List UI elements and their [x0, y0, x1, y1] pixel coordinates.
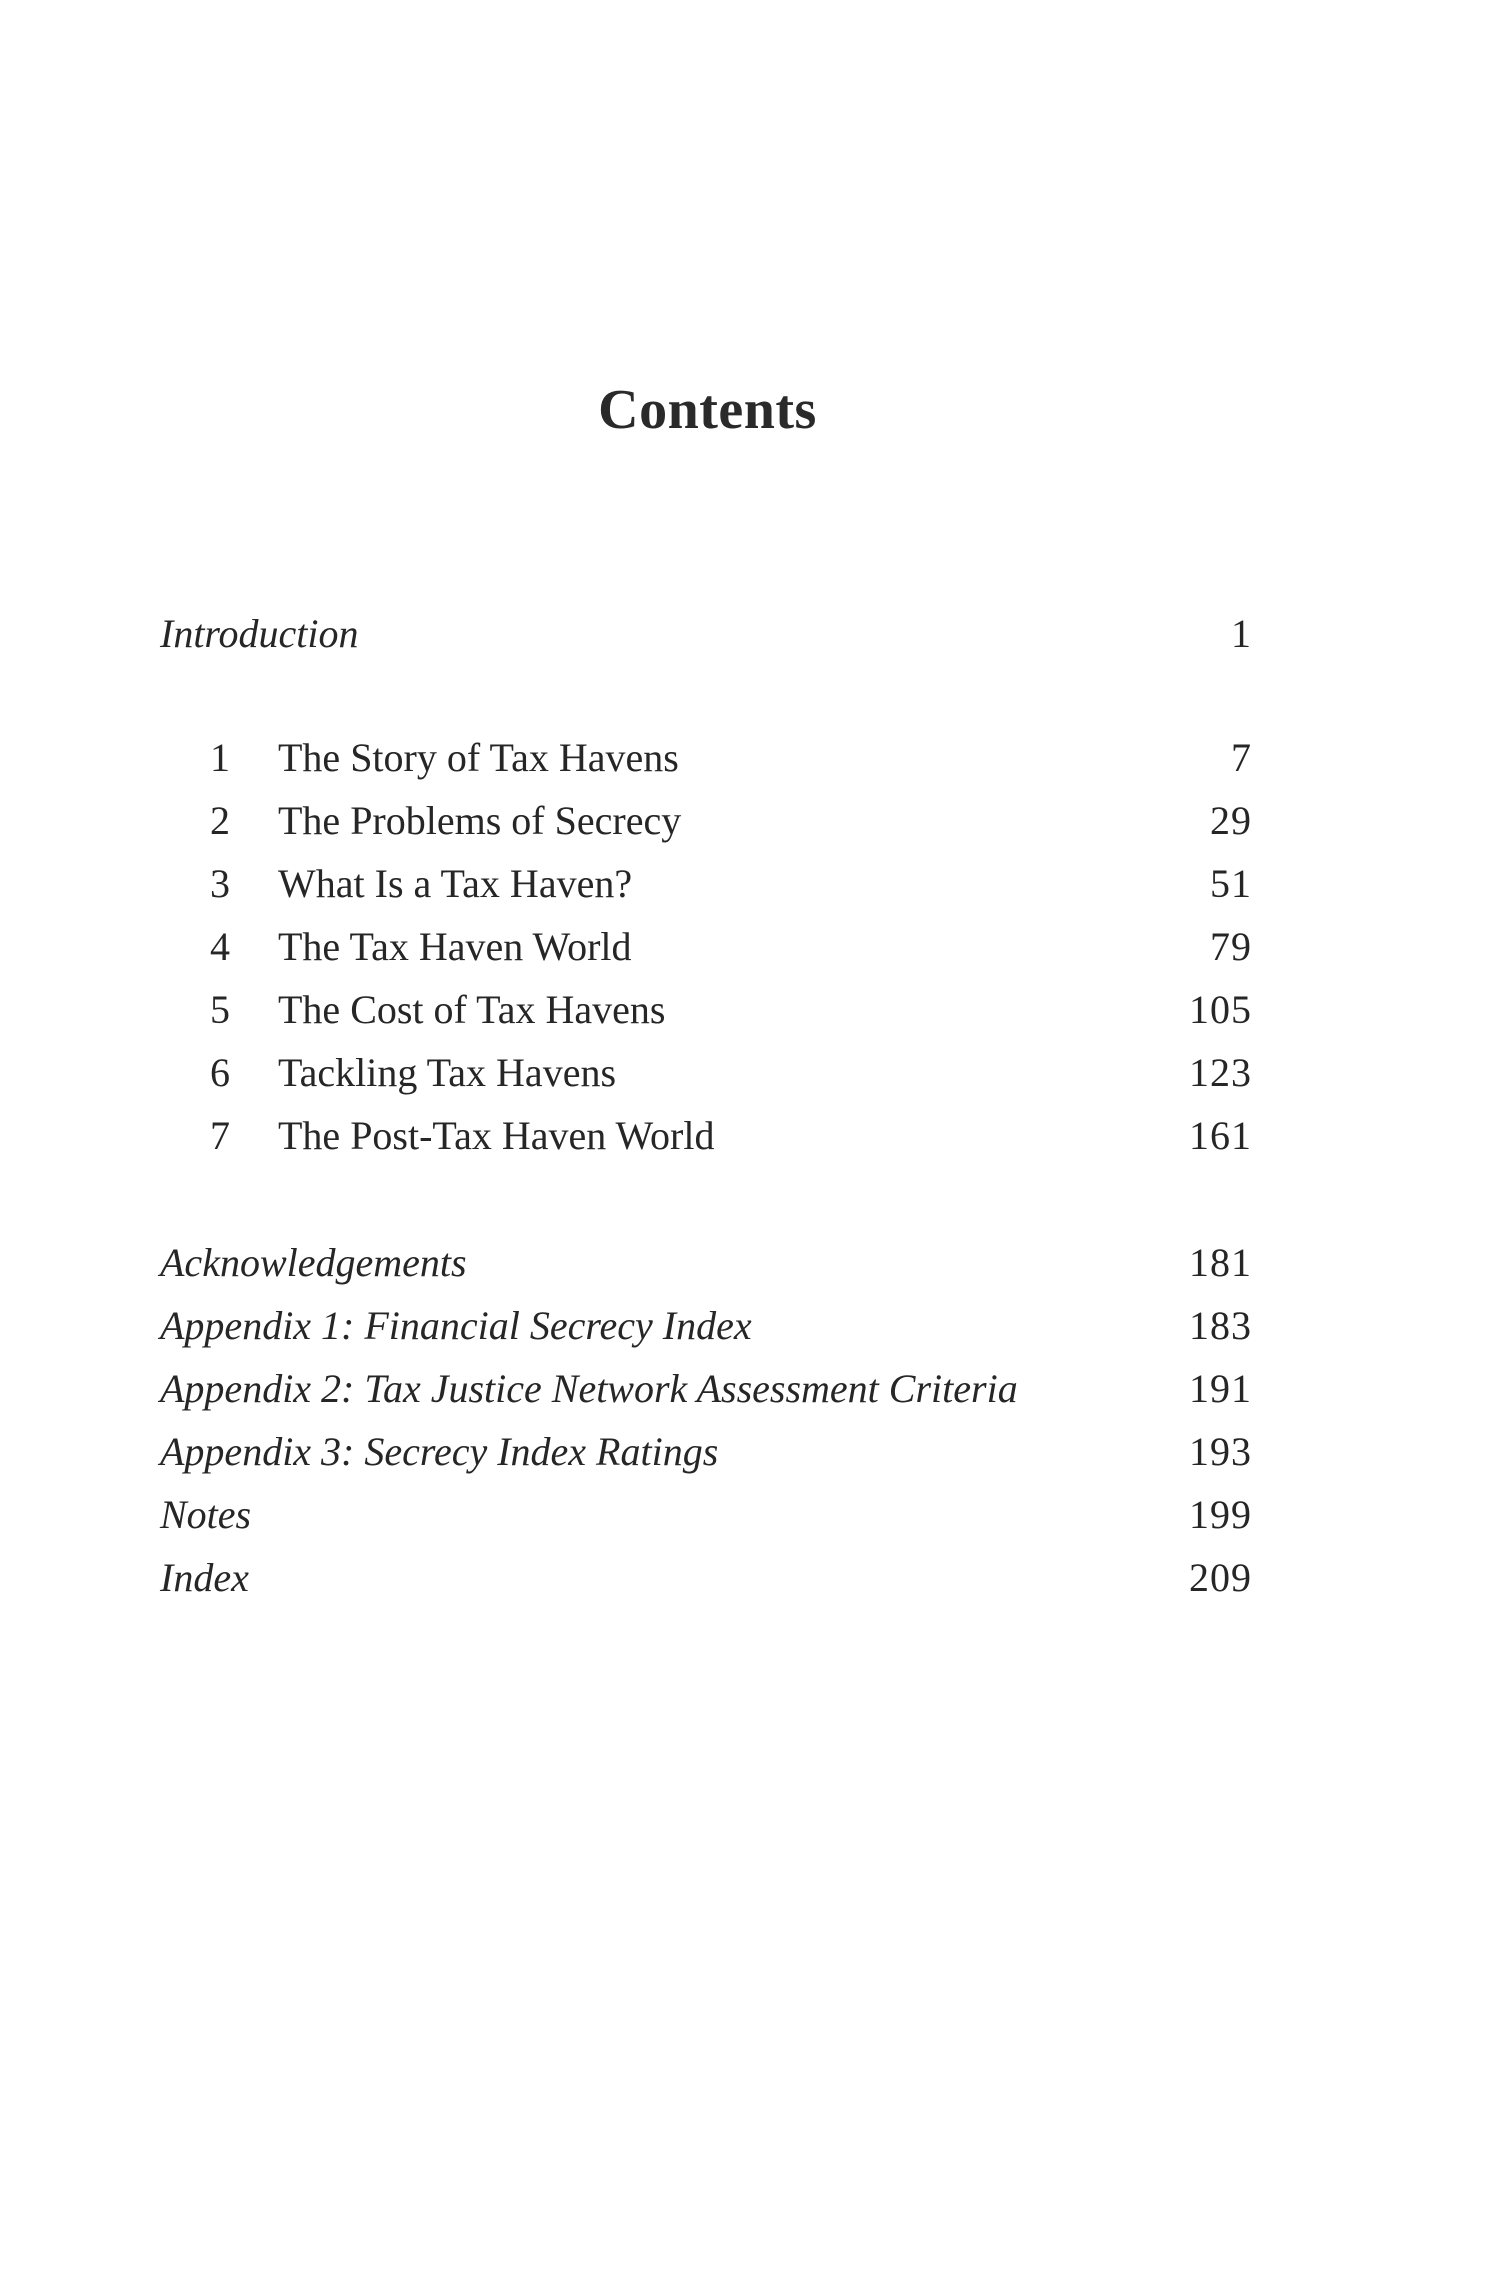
- chapter-page: 161: [1189, 1113, 1252, 1158]
- toc-entry-page: 193: [1189, 1429, 1252, 1474]
- chapter-page: 29: [1210, 798, 1252, 843]
- toc-chapter-2[interactable]: [160, 791, 1252, 851]
- toc-chapter-5[interactable]: [160, 980, 1252, 1040]
- chapter-title: Tackling Tax Havens: [278, 1050, 617, 1095]
- toc-entry-page: 1: [1231, 611, 1252, 656]
- chapter-title: What Is a Tax Haven?: [278, 861, 633, 906]
- toc-entry-label: Introduction: [160, 611, 359, 656]
- toc-entry-label: Appendix 3: Secrecy Index Ratings: [160, 1429, 719, 1474]
- chapter-title: The Story of Tax Havens: [278, 735, 679, 780]
- chapter-title: The Tax Haven World: [278, 924, 632, 969]
- chapter-number: 7: [210, 1113, 230, 1158]
- toc-entry-label: Index: [160, 1555, 249, 1600]
- toc-chapter-1[interactable]: [160, 728, 1252, 788]
- chapter-number: 5: [210, 987, 230, 1032]
- toc-entry-appendix-2[interactable]: [160, 1359, 1252, 1419]
- chapter-number: 2: [210, 798, 230, 843]
- toc-entry-label: Notes: [160, 1492, 252, 1537]
- toc-entry-introduction[interactable]: [160, 604, 1252, 664]
- chapter-number: 3: [210, 861, 230, 906]
- toc-entry-page: 199: [1189, 1492, 1252, 1537]
- chapter-page: 123: [1189, 1050, 1252, 1095]
- toc-entry-label: Appendix 2: Tax Justice Network Assessment Criteria: [160, 1366, 1018, 1411]
- toc-entry-acknowledgements[interactable]: [160, 1233, 1252, 1293]
- chapter-page: 79: [1210, 924, 1252, 969]
- chapter-title: The Cost of Tax Havens: [278, 987, 666, 1032]
- toc-entry-appendix-3[interactable]: [160, 1422, 1252, 1482]
- toc-entry-page: 209: [1189, 1555, 1252, 1600]
- toc-chapter-4[interactable]: [160, 917, 1252, 977]
- chapter-number: 1: [210, 735, 230, 780]
- chapter-title: The Post-Tax Haven World: [278, 1113, 715, 1158]
- chapter-page: 51: [1210, 861, 1252, 906]
- page-title: Contents: [598, 378, 817, 441]
- toc-entry-index[interactable]: [160, 1548, 1252, 1608]
- chapter-number: 6: [210, 1050, 230, 1095]
- chapter-page: 105: [1189, 987, 1252, 1032]
- toc-chapter-3[interactable]: [160, 854, 1252, 914]
- chapter-number: 4: [210, 924, 230, 969]
- toc-chapter-6[interactable]: [160, 1043, 1252, 1103]
- toc-entry-appendix-1[interactable]: [160, 1296, 1252, 1356]
- toc-entry-label: Appendix 1: Financial Secrecy Index: [160, 1303, 752, 1348]
- toc-entry-notes[interactable]: [160, 1485, 1252, 1545]
- toc-entry-label: Acknowledgements: [160, 1240, 467, 1285]
- toc-entry-page: 181: [1189, 1240, 1252, 1285]
- chapter-title: The Problems of Secrecy: [278, 798, 682, 843]
- toc-entry-page: 191: [1189, 1366, 1252, 1411]
- toc-chapter-7[interactable]: [160, 1106, 1252, 1166]
- chapter-page: 7: [1231, 735, 1252, 780]
- toc-entry-page: 183: [1189, 1303, 1252, 1348]
